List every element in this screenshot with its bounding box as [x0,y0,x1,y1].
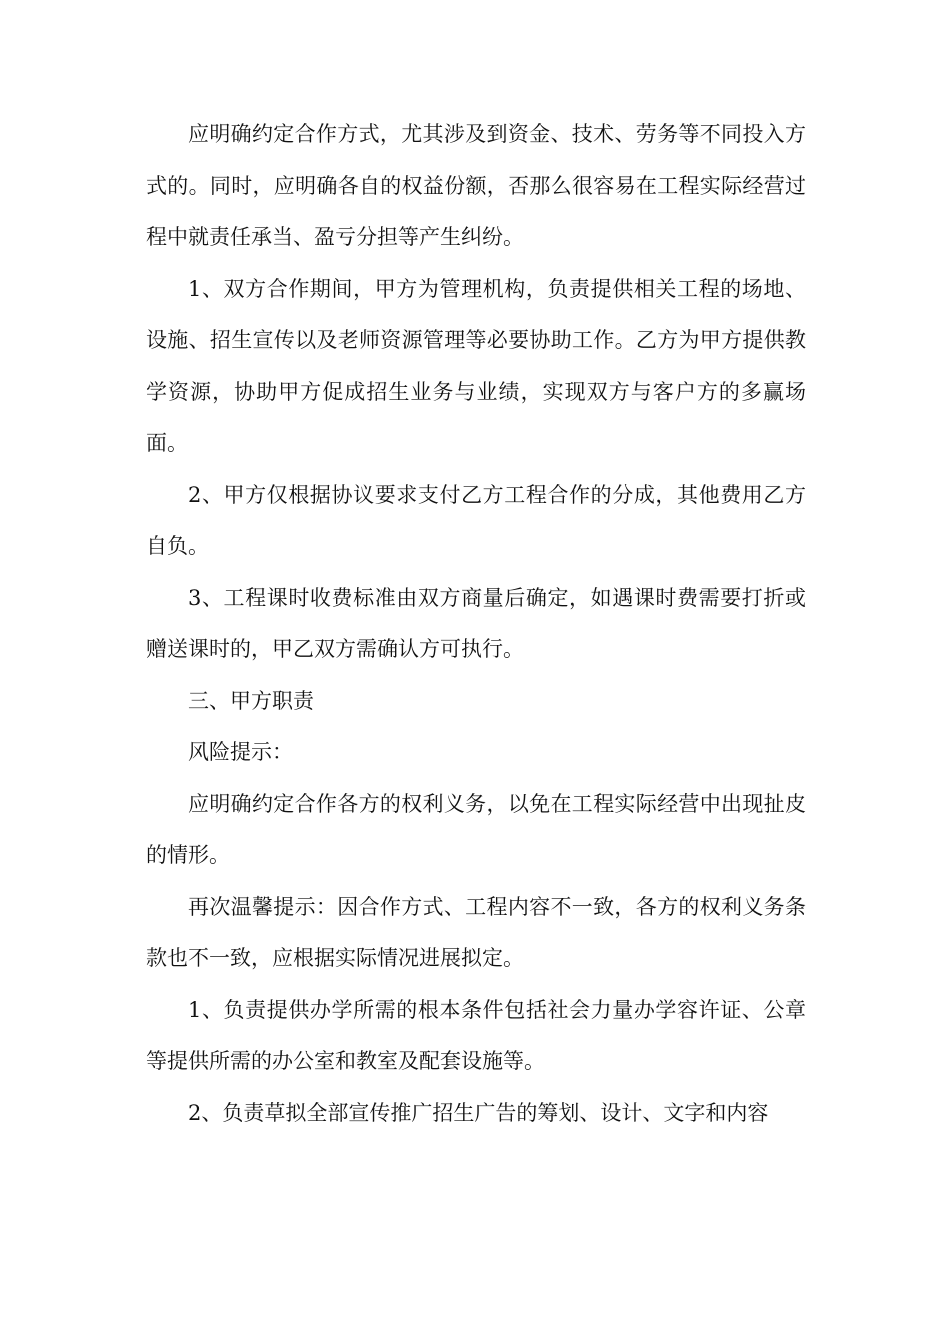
paragraph-duty-1: 1、负责提供办学所需的根本条件包括社会力量办学容许证、公章等提供所需的办公室和教室及配套设施等。 [146,997,806,1073]
paragraph-clause-3-fees: 3、工程课时收费标准由双方商量后确定，如遇课时费需要打折或赠送课时的，甲乙双方需确认方可执行。 [146,585,806,661]
paragraph-reminder: 再次温馨提示：因合作方式、工程内容不一致，各方的权利义务条款也不一致，应根据实际情况进展拟定。 [146,894,806,970]
paragraph-rights-obligations: 应明确约定合作各方的权利义务，以免在工程实际经营中出现扯皮的情形。 [146,791,806,867]
section-heading-party-a-duties: 三、甲方职责 [188,688,314,713]
paragraph-duty-2: 2、负责草拟全部宣传推广招生广告的筹划、设计、文字和内容 [188,1100,769,1125]
risk-notice-heading: 风险提示： [188,740,293,764]
paragraph-clause-2-payment: 2、甲方仅根据协议要求支付乙方工程合作的分成，其他费用乙方自负。 [146,482,806,558]
document-body [146,109,806,1139]
paragraph-clause-1-cooperation-period: 1、双方合作期间，甲方为管理机构，负责提供相关工程的场地、设施、招生宣传以及老师资源管理等必要协助工作。乙方为甲方提供教学资源，协助甲方促成招生业务与业绩，实现双方与客户方的多赢场面。 [146,276,806,455]
paragraph-cooperation-mode-warning: 应明确约定合作方式，尤其涉及到资金、技术、劳务等不同投入方式的。同时，应明确各自的权益份额，否那么很容易在工程实际经营过程中就责任承当、盈亏分担等产生纠纷。 [146,122,806,249]
